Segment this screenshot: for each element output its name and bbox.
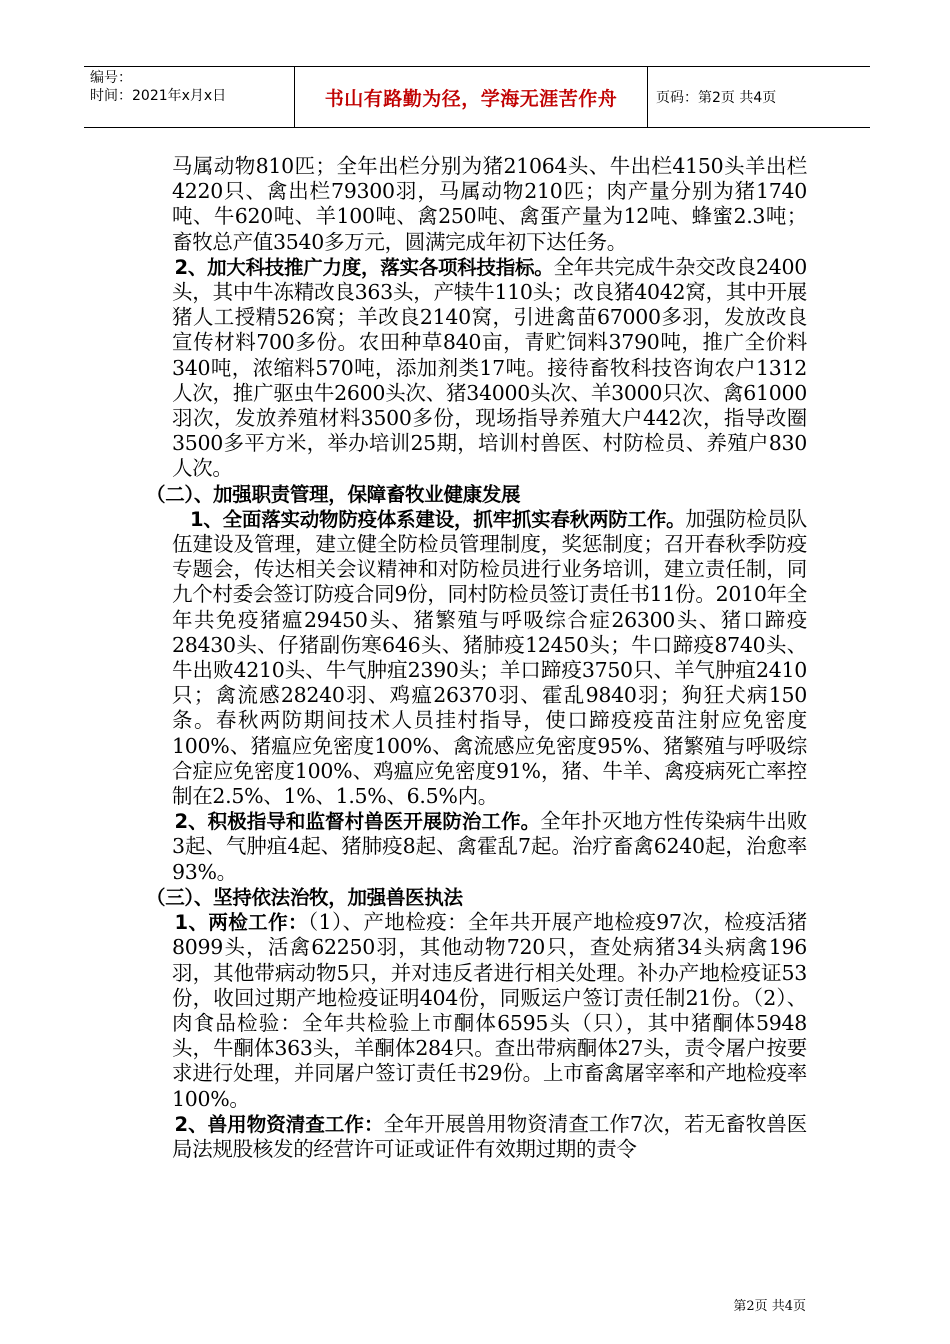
paragraph-supply-check: 2、兽用物资清查工作：全年开展兽用物资清查工作7次，若无畜牧兽医局法规股核发的经营许可证或证件有效期过期的责令	[172, 1111, 807, 1161]
paragraph-lead: 2、加大科技推广力度，落实各项科技指标。	[174, 255, 554, 279]
section-heading-2: （二）、加强职责管理，保障畜牧业健康发展	[146, 482, 521, 506]
paragraph-tech-promotion: 2、加大科技推广力度，落实各项科技指标。全年共完成牛杂交改良2400头，其中牛冻精改良363头，产犊牛110头；改良猪4042窝，其中开展猪人工授精526窝；羊改良2140窝，引进禽苗67000多羽，发放改良宣传材料700多份。农田种草840亩，青贮饲料3790吨，推广全价料340吨，浓缩料570吨，添加剂类17吨。接待畜牧科技咨询农户1312人次，推广驱虫牛2600头次、猪34000头次、羊3000只次、禽61000羽次，发放养殖材料3500多份，现场指导养殖大户442次，指导改圈3500多平方米，举办培训25期，培训村兽医、村防检员、养殖户830人次。	[172, 254, 807, 481]
paragraph-inspection: 1、两检工作：（1）、产地检疫：全年共开展产地检疫97次，检疫活猪8099头，活禽62250羽，其他动物720只，查处病猪34头病禽196羽，其他带病动物5只，并对违反者进行相关处理。补办产地检疫证53份，收回过期产地检疫证明404份，同贩运户签订责任制21份。（2）、肉食品检验：全年共检验上市酮体6595头（只），其中猪酮体5948头，牛酮体363头，羊酮体284只。查出带病酮体27头，责令屠户按要求进行处理，并同屠户签订责任书29份。上市畜禽屠宰率和产地检疫率100%。	[172, 910, 808, 1111]
document-time-label: 时间：2021年x月x日	[90, 88, 227, 104]
paragraph-lead: 1、全面落实动物防疫体系建设，抓牢抓实春秋两防工作。	[190, 507, 686, 531]
page-footer: 第2页 共4页	[733, 1299, 806, 1314]
page-header	[84, 66, 870, 128]
paragraph-lead: 2、兽用物资清查工作：	[174, 1112, 384, 1136]
document-number-label: 编号：	[90, 70, 132, 86]
header-meta	[84, 67, 294, 127]
paragraph-epidemic-prevention: 1、全面落实动物防疫体系建设，抓牢抓实春秋两防工作。加强防检员队伍建设及管理，建立健全防检员管理制度，奖惩制度；召开春秋季防疫专题会，传达相关会议精神和对防检员进行业务培训，建立责任制，同九个村委会签订防疫合同9份，同村防检员签订责任书11份。2010年全年共免疫猪瘟29450头、猪繁殖与呼吸综合症26300头、猪口蹄疫28430头、仔猪副伤寒646头、猪肺疫12450头；牛口蹄疫8740头、牛出败4210头、牛气肿疽2390头；羊口蹄疫3750只、羊气肿疽2410只；禽流感28240羽、鸡瘟26370羽、霍乱9840羽；狗狂犬病150条。春秋两防期间技术人员挂村指导，使口蹄疫疫苗注射应免密度100%、猪瘟应免密度100%、禽流感应免密度95%、猪繁殖与呼吸综合症应免密度100%、鸡瘟应免密度91%，猪、牛羊、禽疫病死亡率控制在2.5%、1%、1.5%、6.5%内。	[172, 506, 807, 809]
paragraph-lead: 1、两检工作：	[174, 911, 308, 935]
paragraph-livestock-stats: 马属动物810匹；全年出栏分别为猪21064头、牛出栏4150头羊出栏4220只、禽出栏79300羽，马属动物210匹；肉产量分别为猪1740吨、牛620吨、羊100吨、禽250吨、禽蛋产量为12吨、蜂蜜2.3吨；畜牧总产值3540多万元，圆满完成年初下达任务。	[172, 154, 807, 254]
section-heading-3: （三）、坚持依法治牧，加强兽医执法	[146, 885, 463, 909]
document-body	[146, 154, 808, 1162]
header-page-label: 页码：第2页 共4页	[656, 90, 777, 106]
header-motto: 书山有路勤为径，学海无涯苦作舟	[294, 67, 648, 127]
paragraph-village-vets: 2、积极指导和监督村兽医开展防治工作。全年扑灭地方性传染病牛出败3起、气肿疽4起、猪肺疫8起、禽霍乱7起。治疗畜禽6240起，治愈率93%。	[172, 809, 807, 884]
paragraph-lead: 2、积极指导和监督村兽医开展防治工作。	[174, 810, 541, 834]
